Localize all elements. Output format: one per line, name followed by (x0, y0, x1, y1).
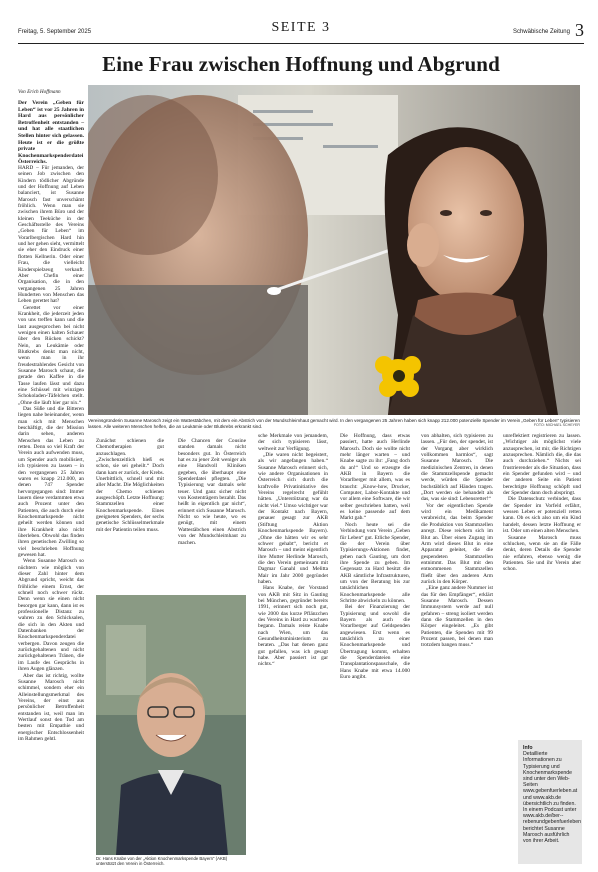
paper-name: Schwäbische Zeitung (512, 29, 570, 35)
issue-date: Freitag, 5. September 2025 (18, 29, 92, 35)
portrait-photo (96, 595, 246, 855)
section-title: SEITE 3 (271, 20, 331, 35)
paragraph: Aber das ist richtig, wollte Susanne Marosch nicht schimmel, sondern eher ein Alleinstellungsmerkmal des Vereins, der einst aus persönlicher Betroffenheit entstanden ist, weil man im Wertlauf sonst den Tod am besten mit Empathie und energischer Entschlossenheit im Rahmen gehtl. (18, 672, 84, 742)
byline: Von Erich Hoffmann (18, 89, 61, 95)
header-rule (18, 43, 584, 44)
paragraph: HARD – Für jemanden, der seinen Job zwischen den Kindern tödlicher Abgründe und der Hoffnung auf Leben balanciert, ist Susanne Marosch fast unverschämt fröhlich. Wenn man sie zwischen ihrem Büro und der kleinen Teeküche in der Geschäftsstelle des Vereins „Geben für Leben“ im Vorarlbergischen Hard hin und her gehen sieht, vermittelt sie eher den Eindruck einer flotten Kellnerin. Oder einer Frau, die vielleicht Kinderspielzeug verkauft. Aber Chefin einer Organisation, die in den vergangenen 25 Jahren Hunderten von Menschen das Leben gerettet hat? (18, 165, 84, 305)
article-column-3 (178, 438, 246, 598)
paragraph: von abhalten, sich typisieren zu lassen. „Für den, der spendet, ist der Vorgang aber wirklich vollkommen harmlos“, sagt Susanne Marosch. Die medizinischen Zentren, in denen die Stammzellspende gemacht werde, würden die Spender buchstäblich auf Händen tragen. „Dort werden sie behandelt als das, was sie sind: Lebensretter!“ (421, 433, 493, 503)
paragraph: Die Datenschutz verbindet, dass der Spender im Vorfeld erfährt, wessen Leben er potenziell retten kann. Ob es sich also um ein Kind handelt, dessen letzte Hoffnung er ist. Oder um einen alten Menschen. (503, 496, 581, 535)
info-box-title: Info (523, 745, 533, 751)
article-column-4 (258, 433, 328, 863)
caption-text: Dr. Hans Knabe von der „Aktion Knochenmarkspende Bayern“ (AKB) unterstützt den Verein in Österreich. (96, 856, 228, 867)
paragraph: unreflektiert registrieren zu lassen. „Wichtiger als möglichst viele anzusprechen, ist mir, die Richtigen anzusprechen. Nämlich die, die das auch durchziehen.“ Nichts sei frustrierender als die Situation, dass ein Spender gefunden wird – und der anderen Seite ein Patient berechtigte Hoffnung schöpft und der Spender dann doch abspringt. (503, 433, 581, 497)
paragraph: Hans Knabe, der Vorstand von AKB mit Sitz in Gauting bei München, gegründet bereits 1991, erinnert sich noch gut, wie 2000 das kurze Pflänzchen des Vereins in Hard zu wachsen begann. Damals reiste Knabe nach Wien, um das Gesundheitsministerium zu beraten. „Das hat denen ganz gut gefallen, was ich gesagt habe. Aber passiert ist gar nichts.“ (258, 585, 328, 668)
article-column-5 (340, 433, 410, 863)
info-box (518, 740, 582, 864)
paragraph: Das Süße und die Bitteren liegen nahe beieinander, wenn man sich mit Menschen beschäftigt, die der Mission darin sehen, anderen Menschen das Leben zu retten. Denn so viel Kraft der Verein auch aufwenden muss, um Spender auch mobilisiert, ich typisieren zu lassen – in den vergangenen 25 Jahren waren es knapp 212.000, an denen 747 Spender hervorgegangen sind: Immer lauern diese verdammten etwa auch Prozent unter den Patienten, die auch durch eine Knochenmarkspende nicht geheilt werden können und ihre Krankheit also nicht überleben. Obwohl das finden ihren genetischen Zwilling so viel beschrieben Hoffnung gewesen hat. (18, 406, 84, 558)
paragraph: Wenn Susanne Marosch so nüchtern wie möglich von dieser Zahl hinter dem Abgrund spricht, weicht das fröhliche einem Ernst, der schnell noch schwer rückt. Denn wenn sie einen nicht besorgen gar kann, dann ist es professionelle Distanz zu wahren zu den Schicksalen, die sich in den Akten und Datenbanken der Knochenmarkspenderdatei verbergen. Davon zeugen die zurückgehaltenen und nicht zurückgehaltenen Tränen, die im Laufe des Gesprächs in ihren Augen glänzen. (18, 558, 84, 673)
paragraph: Gerettet vor einer Krankheit, die jederzeit jeden von uns treffen kann und die laut ausgesprochen bei nicht wenigen einen kalten Schauer über den Rücken schickt? Nein, an Leukämie oder Blutkrebs denkt man nicht, wenn man in ihr freudestrahlendes Gesicht von Susanne Marosch schaut, die gerade den Kaffee in die Tasse laufen lässt und dazu eine Schüssel mit winzigen Schokoladen-Täfelchen stellt. „Ohne die läuft hier gar nix.“ (18, 304, 84, 406)
paragraph: Susanne Marosch muss schlucken, wenn sie an die Fälle denkt, deren Details die Spender nie erfahren, ebenso wenig die Patienten. Sie und ihr Verein aber schon. (503, 534, 581, 573)
article-column-2 (96, 438, 164, 598)
page-header (18, 20, 584, 42)
lead-paragraph: Der Verein „Geben für Leben“ ist vor 25 Jahren in Hard aus persönlicher Betroffenheit entstanden – und hat alle staatlichen Stellen hinter sich gelassen. Heute ist er die größte private Knochenmarkspenderdatei Österreichs. (18, 100, 84, 166)
article-column-1 (18, 165, 84, 865)
paragraph: Die Hoffnung, dass etwas passiert, hatte auch Herlinde Marosch. Doch sie wollte nicht mehr länger warten – und Knabe sagte zu ihr: „Fang doch du an!“ Und so erzeugte die AKB in Bayern die Vorarlberger mit allem, was es braucht: „Know-how, Drucker, Computer, Labor-Kontakte und vor allem eine Software, die wir selber geschrieben hatten, weil es keine passende auf dem Markt gab.“ (340, 433, 410, 522)
article-column-7 (503, 433, 581, 733)
paragraph: sche Merkmale von jemandem, der sich typisieren lässt, weltweit zur Verfügung. (258, 433, 328, 452)
main-photo-caption (88, 418, 580, 429)
info-box-text: Detaillierte Informationen zu Typisierung und Knochenmarkspende sind unter den Web-Seiten www.gebenfuerleben.at und www.akb.de übersichtlich zu finden. In einem Podcast unter www.akb.de/ber-rebenundgebenfuerleben berichtet Susanne Marosch ausführlich von ihrer Arbeit. (523, 751, 581, 845)
paragraph: Noch heute sei die Verbindung vom Verein „Geben für Leben“ gut. Etliche Spender, die der Verein über Typisierungs-Aktionen findet, gehen nach Gauting, um dort ihre Spende zu geben. Im Gegensatz zu Hard besitzt die AKB sämtliche Infrastrukturen, um von der Beratung bis zur tatsächlichen Knochenmarkspende alle Schritte abwickeln zu können. (340, 521, 410, 604)
main-photo (88, 85, 580, 415)
photo-credit: FOTO: MICHAEL SCHEYER (533, 423, 580, 427)
portrait-caption (96, 856, 246, 866)
paragraph: Bei der Finanzierung der Typisierung und sowohl die Bayern als auch die Vorarlberger auf Geldspenden angewiesen. Erst wenn es tatsächlich zu einer Knochenmarkspende und Übertragung kommt, erhalten die Spenderdateien eine Transplantationspauschale, die Hans Knabe mit etwa 14.000 Euro angibt. (340, 604, 410, 681)
paragraph: „Eine ganz andere Nummer ist das für den Empfänger“, erklärt Susanne Marosch. Dessen Immunsystem werde auf null gefahren – streng isoliert werden dann die Stammzellen in den Körper eingeleitet. „Es gibt Patienten, die Spenden mit 99 Prozent passen, bei denen man trotzdem bangen muss.“ (421, 585, 493, 649)
page-number: 3 (575, 20, 584, 40)
paragraph: „Die waren nicht begeistert, als wir angefangen haben.“ Susanne Marosch erinnert sich, wie andere Organisationen in Österreich sich durch die kraftvolle Privatinitiative des Vereins regelrecht gefühlt hätten. „Unterstützung war da nicht viel.“ Umso wichtiger war der Kontakt nach Bayern, genauer gesagt zur AKB (Stiftung Aktion Knochenmarkspende Bayern). „Ohne die hätten wir es sehr schwer gehabt“, bericht et Marosch – und meint eigentlich ihre Mutter Herlinde Marosch, die den Verein gemeinsam mit Dagmar Ganahl und Melitta Mair im Jahr 2000 gegründet haben. (258, 452, 328, 585)
article-column-6 (421, 433, 493, 863)
paragraph: Vor der eigentlichen Spende wird ein Medikament verabreicht, das beim Spender die Produktion von Stammzellen anregt. Diese reichern sich im Blut an. Über einen Zugang im Arm wird dieses Blut in eine Apparatur geleitet, die die gespendeten Stammzellen entnimmt. Das Blut mit den entnommenen Stammzellen fließt über den anderen Arm zurück in den Körper. (421, 502, 493, 585)
paragraph: Zunächst schienen die Chemotherapien gut anzuschlagen. „Zwischenzeitlich hieß es schon, sie sei geheilt.“ Doch dann kam er zurück, der Krebs. Unerbittlich, schnell und mit aller Macht. Die Möglichkeiten der Chemo schienen ausgeschöpft. Letzte Hoffnung: Stammzellen einer Knochenmarkspende. Eines geeigneten Spenders, der sechs genetische Schlüsselmerkmale mit der Patientin teilen muss. (96, 438, 164, 533)
headline: Eine Frau zwischen Hoffnung und Abgrund (102, 52, 500, 76)
paragraph: Die Chancen der Cousine standen damals nicht besonders gut. In Österreich hat es zu jener Zeit weniger als eine Handvoll Kliniken gegeben, die überhaupt eine Spenderdatei pflegten. „Die Typisierung war damals sehr teuer. Und ganz sicher nicht von Kostenträgern bezahlt. Das heißt in eigentlich gar nicht“, erinnert sich Susanne Marosch. Nicht so wie heute, wo es genügt, mit einem Wattestäbchen einen Abstrich von der Mundschleimhaut zu machen. (178, 438, 246, 546)
caption-text: Vereinsgründerin Susanne Marosch zeigt ein Wattestäbchen, mit dem ein Abstrich von der Mundschleimhaut gemacht wird. In den vergangenen 25 Jahren haben sich knapp 212.000 potenzielle Spender im Verein „Geben für Leben“ typisieren lassen. Alle weiteren Menschen helfen, die an Leukämie oder Blutkrebs erkrankt sind. (88, 418, 580, 429)
